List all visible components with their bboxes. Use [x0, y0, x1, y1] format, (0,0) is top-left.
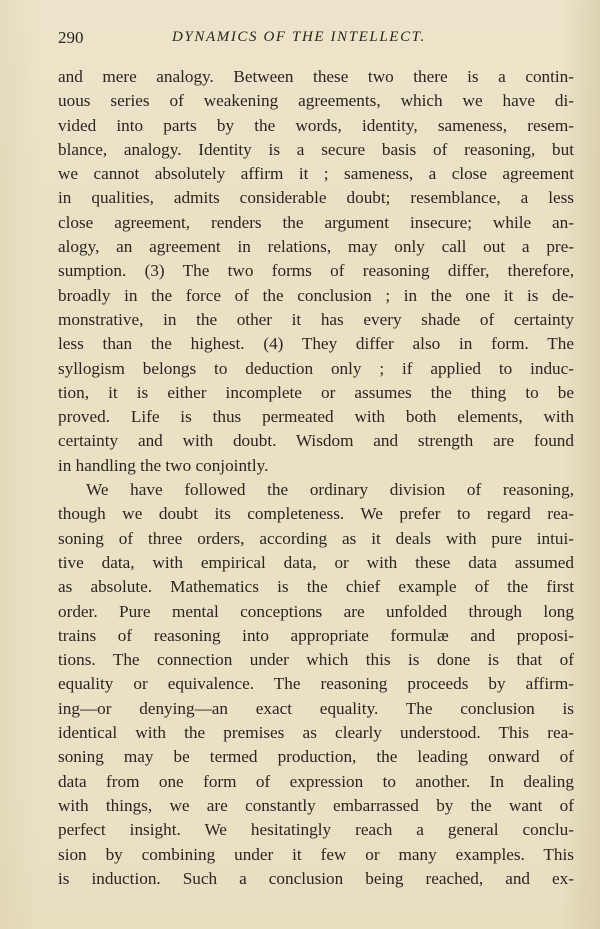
text-line: data from one form of expression to another. In dealing [58, 771, 574, 791]
text-line: is induction. Such a conclusion being reached, and ex- [58, 868, 574, 888]
text-line: order. Pure mental conceptions are unfolded through long [58, 601, 574, 621]
text-line: syllogism belongs to deduction only ; if applied to induc- [58, 358, 574, 378]
text-line: with things, we are constantly embarrassed by the want of [58, 795, 574, 815]
text-line: tion, it is either incomplete or assumes the thing to be [58, 382, 574, 402]
text-line: soning of three orders, according as it deals with pure intui- [58, 528, 574, 548]
text-line: trains of reasoning into appropriate formulæ and proposi- [58, 625, 574, 645]
text-line: close agreement, renders the argument insecure; while an- [58, 212, 574, 232]
text-line: tive data, with empirical data, or with these data assumed [58, 552, 574, 572]
text-line: though we doubt its completeness. We prefer to regard rea- [58, 504, 574, 524]
text-line: vided into parts by the words, identity, sameness, resem- [58, 115, 574, 135]
text-line: and mere analogy. Between these two there is a contin- [58, 67, 574, 86]
page-number: 290 [58, 28, 84, 47]
text-line: we cannot absolutely affirm it ; sameness, a close agreement [58, 164, 574, 184]
paragraph-1 [58, 65, 574, 478]
text-line: alogy, an agreement in relations, may only call out a pre- [58, 237, 574, 257]
text-line: perfect insight. We hesitatingly reach a general conclu- [58, 820, 574, 840]
text-line: blance, analogy. Identity is a secure basis of reasoning, but [58, 139, 574, 159]
text-line: equality or equivalence. The reasoning proceeds by affirm- [58, 674, 574, 694]
text-line: sumption. (3) The two forms of reasoning differ, therefore, [58, 261, 574, 281]
text-line: in qualities, admits considerable doubt; resemblance, a less [58, 188, 574, 208]
running-title: DYNAMICS OF THE INTELLECT. [172, 29, 426, 45]
body-text [58, 65, 574, 891]
text-line: tions. The connection under which this is done is that of [58, 650, 574, 670]
text-line: broadly in the force of the conclusion ; in the one it is de- [58, 285, 574, 305]
running-head [58, 28, 573, 52]
text-line: less than the highest. (4) They differ also in form. The [58, 334, 574, 354]
text-line: monstrative, in the other it has every shade of certainty [58, 309, 574, 329]
text-line: identical with the premises as clearly understood. This rea- [58, 723, 574, 743]
text-line: certainty and with doubt. Wisdom and strength are found [58, 431, 574, 451]
text-line: We have followed the ordinary division of reasoning, [86, 480, 574, 500]
paragraph-2 [58, 478, 574, 891]
text-line: in handling the two conjointly. [58, 455, 269, 475]
text-line: proved. Life is thus permeated with both elements, with [58, 407, 574, 427]
text-line: as absolute. Mathematics is the chief example of the first [58, 577, 574, 597]
text-line: soning may be termed production, the leading onward of [58, 747, 574, 767]
text-line: sion by combining under it few or many examples. This [58, 844, 574, 864]
text-line: uous series of weakening agreements, which we have di- [58, 91, 574, 111]
text-line: ing—or denying—an exact equality. The conclusion is [58, 698, 574, 718]
